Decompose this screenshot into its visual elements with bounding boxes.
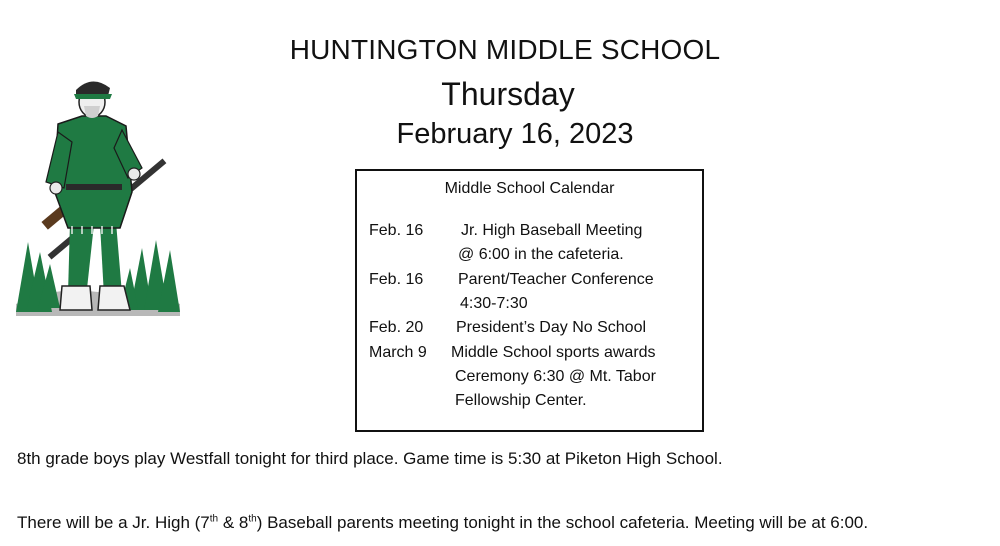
event-text: 4:30-7:30	[460, 295, 528, 312]
announcement-game: 8th grade boys play Westfall tonight for third place. Game time is 5:30 at Piketon High School.	[17, 449, 723, 468]
event-date: Feb. 20	[369, 319, 424, 336]
event-date: March 9	[369, 344, 427, 361]
announcement-text: & 8	[218, 513, 249, 532]
calendar-heading: Middle School Calendar	[444, 180, 615, 197]
event-text: Fellowship Center.	[455, 392, 587, 409]
event-text: President’s Day No School	[456, 319, 647, 336]
event-text: Ceremony 6:30 @ Mt. Tabor	[455, 368, 656, 385]
ordinal-suffix: th	[209, 513, 219, 525]
event-text: Parent/Teacher Conference	[458, 271, 654, 288]
announcement-text: There will be a Jr. High (7	[17, 513, 210, 532]
event-text: Middle School sports awards	[451, 344, 656, 361]
announcement-baseball-meeting	[17, 513, 868, 533]
calendar-box	[355, 169, 704, 432]
event-date: Feb. 16	[369, 222, 424, 239]
date-heading: February 16, 2023	[396, 118, 634, 150]
announcement-text: ) Baseball parents meeting tonight in the school cafeteria. Meeting will be at 6:00.	[256, 513, 869, 532]
frontiersman-mascot-logo	[12, 72, 184, 316]
event-date: Feb. 16	[369, 271, 424, 288]
event-text: Jr. High Baseball Meeting	[461, 222, 643, 239]
ordinal-suffix: th	[248, 513, 257, 525]
day-heading: Thursday	[441, 76, 575, 112]
school-name: HUNTINGTON MIDDLE SCHOOL	[289, 34, 721, 65]
event-text: @ 6:00 in the cafeteria.	[458, 246, 624, 263]
